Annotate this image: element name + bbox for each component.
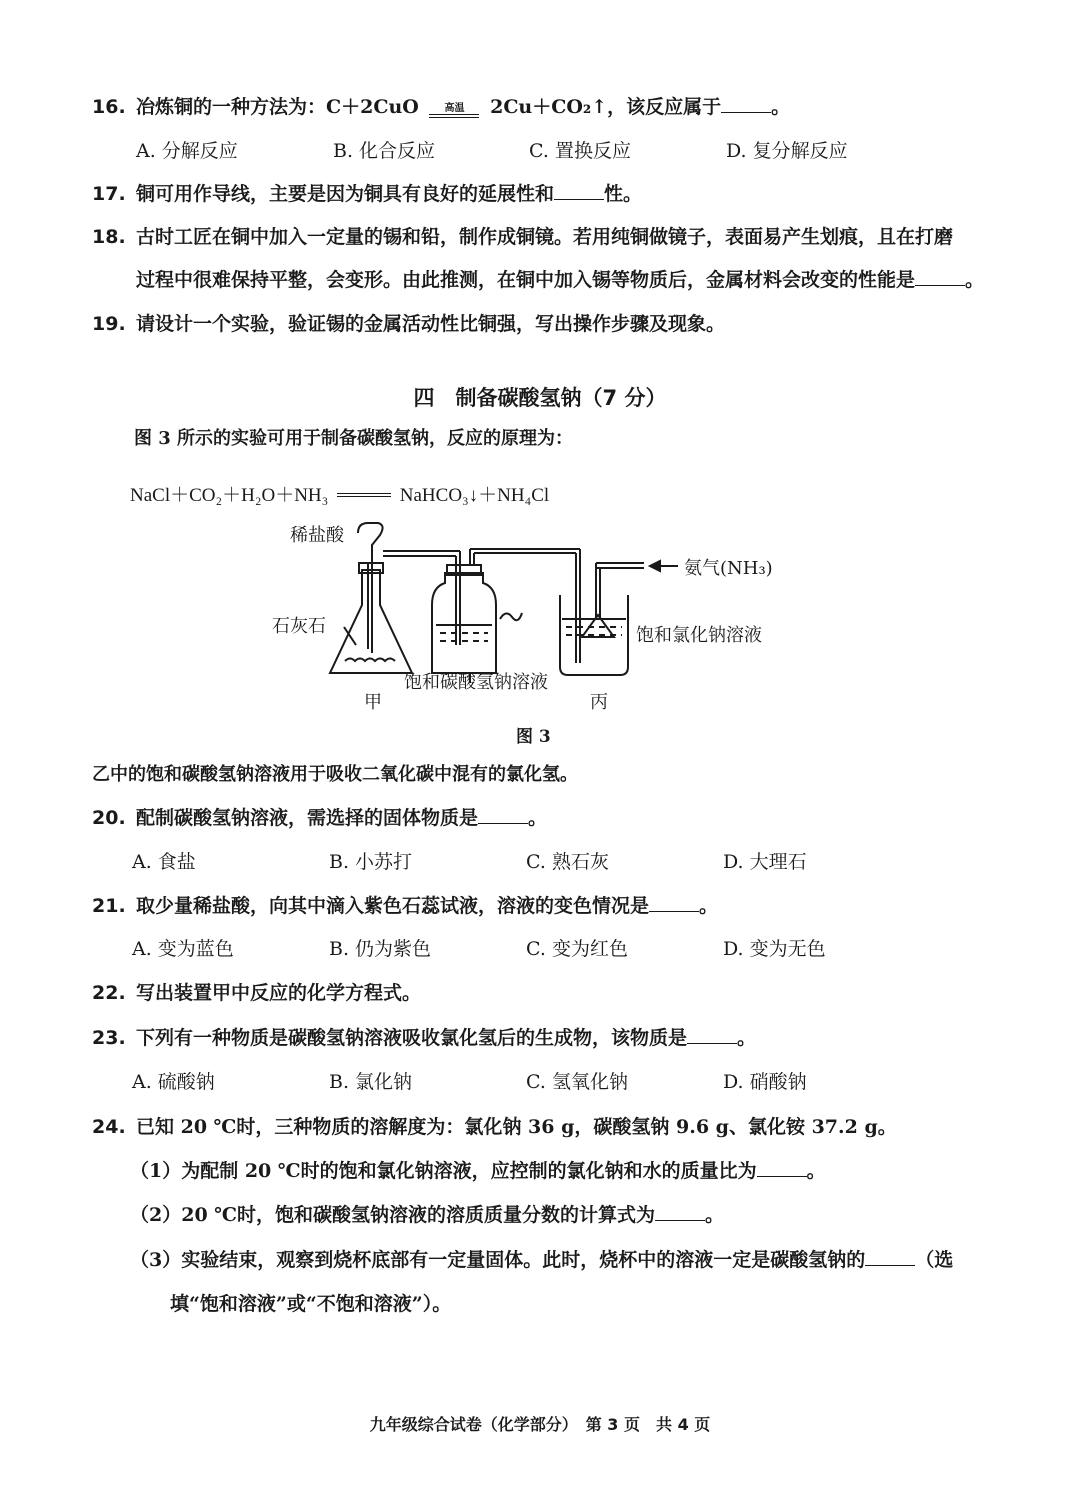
option: A. 硫酸钠 [132, 1071, 215, 1093]
label-jia: 甲 [364, 692, 382, 713]
question-18-cont: 过程中很难保持平整，会变形。由此推测，在铜中加入锡等物质后，金属材料会改变的性能是 。 [136, 269, 985, 291]
option: C. 熟石灰 [526, 851, 609, 873]
option: C. 置换反应 [529, 140, 631, 162]
reaction-equation: NaCl＋CO₂＋H₂O＋NH₃ NaHCO₃↓＋NH₄Cl [130, 485, 550, 506]
label-bing: 丙 [590, 692, 608, 713]
question-21: 21. 取少量稀盐酸，向其中滴入紫色石蕊试液，溶液的变色情况是 。 [92, 895, 719, 917]
option: A. 分解反应 [136, 140, 238, 162]
option: D. 变为无色 [723, 938, 826, 960]
label-nacl-solution: 饱和氯化钠溶液 [636, 625, 762, 646]
option: B. 小苏打 [329, 851, 413, 873]
question-18: 18. 古时工匠在铜中加入一定量的锡和铅，制作成铜镜。若用纯铜做镜子，表面易产生划痕，且在打磨 [92, 226, 954, 248]
question-19: 19. 请设计一个实验，验证锡的金属活动性比铜强，写出操作步骤及现象。 [92, 313, 726, 335]
question-22: 22. 写出装置甲中反应的化学方程式。 [92, 982, 422, 1004]
question-number: 17. [92, 183, 126, 205]
label-limestone: 石灰石 [272, 616, 326, 637]
answer-blank[interactable] [478, 805, 528, 824]
label-ammonia: 氨气(NH₃) [684, 558, 773, 579]
option: D. 硝酸钠 [723, 1071, 807, 1093]
question-number: 23. [92, 1027, 126, 1049]
page-footer: 九年级综合试卷（化学部分） 第 3 页 共 4 页 [369, 1415, 711, 1434]
question-24-part-3-cont: 填“饱和溶液”或“不饱和溶液”）。 [170, 1293, 452, 1315]
section-note: 乙中的饱和碳酸氢钠溶液用于吸收二氧化碳中混有的氯化氢。 [92, 764, 578, 785]
question-24-part-1: （1）为配制 20 ℃时的饱和氯化钠溶液，应控制的氯化钠和水的质量比为 。 [130, 1160, 826, 1182]
question-24-part-3: （3）实验结束，观察到烧杯底部有一定量固体。此时，烧杯中的溶液一定是碳酸氢钠的 （选 [130, 1249, 954, 1271]
option: A. 食盐 [132, 851, 196, 873]
question-number: 16. [92, 96, 126, 118]
option: B. 仍为紫色 [329, 938, 432, 960]
option: C. 氢氧化钠 [526, 1071, 628, 1093]
answer-blank[interactable] [865, 1247, 915, 1266]
answer-blank[interactable] [721, 94, 771, 113]
question-number: 20. [92, 807, 126, 829]
answer-blank[interactable] [757, 1158, 807, 1177]
question-number: 22. [92, 982, 126, 1004]
option: D. 大理石 [723, 851, 807, 873]
question-17: 17. 铜可用作导线，主要是因为铜具有良好的延展性和 性。 [92, 183, 643, 205]
reaction-condition: 高温 [425, 104, 483, 118]
apparatus-figure [0, 515, 1080, 735]
option: D. 复分解反应 [726, 140, 848, 162]
question-24-part-2: （2）20 ℃时，饱和碳酸氢钠溶液的溶质质量分数的计算式为 。 [130, 1204, 725, 1226]
answer-blank[interactable] [687, 1025, 737, 1044]
label-acid: 稀盐酸 [290, 525, 344, 546]
section-intro: 图 3 所示的实验可用于制备碳酸氢钠，反应的原理为： [134, 428, 574, 449]
question-number: 19. [92, 313, 126, 335]
question-number: 18. [92, 226, 126, 248]
option: C. 变为红色 [526, 938, 628, 960]
question-number: 24. [92, 1116, 126, 1138]
answer-blank[interactable] [915, 267, 965, 286]
question-number: 21. [92, 895, 126, 917]
option: A. 变为蓝色 [132, 938, 234, 960]
label-nahco3-solution: 饱和碳酸氢钠溶液 [404, 672, 548, 693]
option: B. 化合反应 [333, 140, 436, 162]
answer-blank[interactable] [655, 1202, 705, 1221]
question-24: 24. 已知 20 ℃时，三种物质的溶解度为：氯化钠 36 g，碳酸氢钠 9.6 g、氯化铵 37.2 g。 [92, 1116, 897, 1138]
section-heading: 四 制备碳酸氢钠（7 分） [413, 386, 667, 410]
question-20: 20. 配制碳酸氢钠溶液，需选择的固体物质是 。 [92, 807, 548, 829]
question-16: 16. 冶炼铜的一种方法为：C＋2CuO 高温 2Cu＋CO₂↑，该反应属于 。 [92, 96, 791, 118]
question-23: 23. 下列有一种物质是碳酸氢钠溶液吸收氯化氢后的生成物，该物质是 。 [92, 1027, 757, 1049]
answer-blank[interactable] [649, 893, 699, 912]
option: B. 氯化钠 [329, 1071, 413, 1093]
figure-caption: 图 3 [516, 727, 551, 747]
answer-blank[interactable] [554, 181, 604, 200]
